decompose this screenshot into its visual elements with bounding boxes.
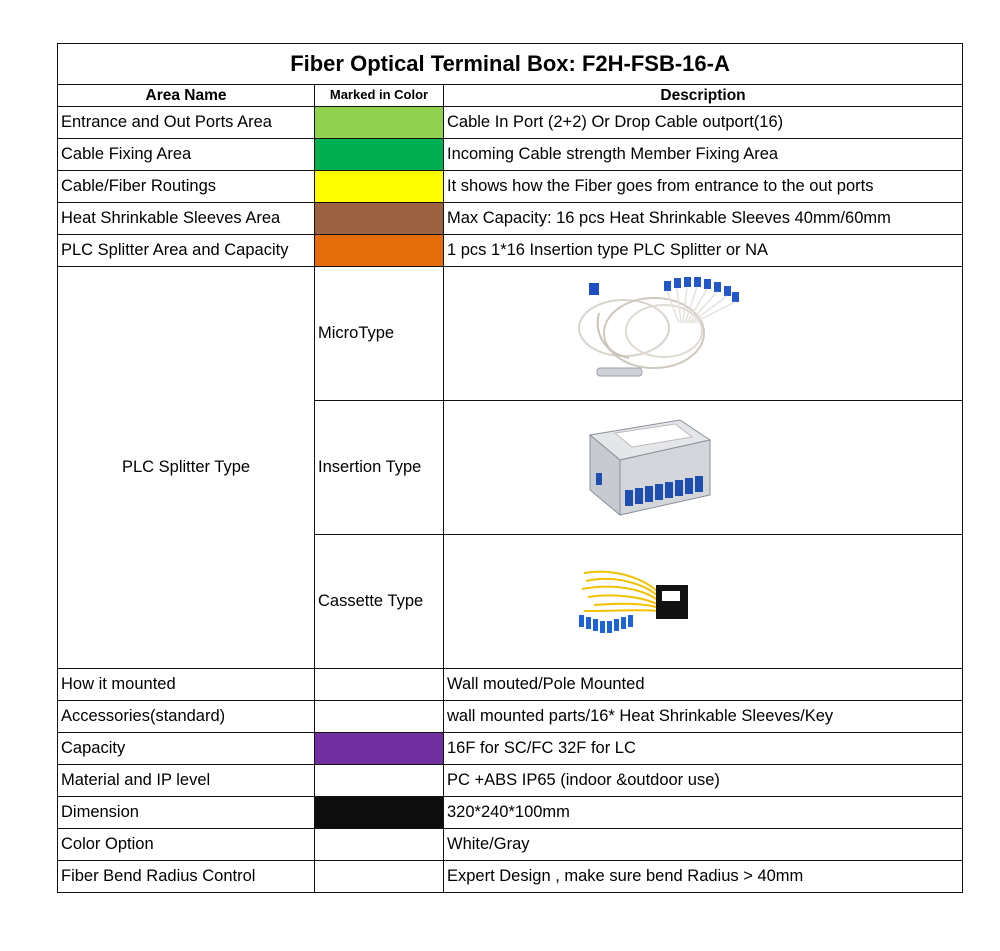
spec-table xyxy=(57,43,963,893)
area-name: Capacity xyxy=(58,733,315,765)
color-swatch xyxy=(315,701,444,733)
table-row xyxy=(58,203,963,235)
splitter-type-label: PLC Splitter Type xyxy=(58,267,315,669)
color-swatch xyxy=(315,203,444,235)
description: 320*240*100mm xyxy=(444,797,963,829)
table-title: Fiber Optical Terminal Box: F2H-FSB-16-A xyxy=(58,44,963,85)
splitter-type-name: Cassette Type xyxy=(315,535,444,669)
table-row xyxy=(58,797,963,829)
table-row xyxy=(58,235,963,267)
description: 16F for SC/FC 32F for LC xyxy=(444,733,963,765)
description: It shows how the Fiber goes from entrance to the out ports xyxy=(444,171,963,203)
microtype-image-cell xyxy=(444,267,963,401)
color-swatch xyxy=(315,171,444,203)
area-name: Cable Fixing Area xyxy=(58,139,315,171)
description: wall mounted parts/16* Heat Shrinkable Sleeves/Key xyxy=(444,701,963,733)
description: Cable In Port (2+2) Or Drop Cable outport(16) xyxy=(444,107,963,139)
description: PC +ABS IP65 (indoor &outdoor use) xyxy=(444,765,963,797)
table-row xyxy=(58,733,963,765)
cassette-image-cell xyxy=(444,535,963,669)
table-row xyxy=(58,829,963,861)
color-swatch xyxy=(315,829,444,861)
area-name: How it mounted xyxy=(58,669,315,701)
splitter-type-name: Insertion Type xyxy=(315,401,444,535)
color-swatch xyxy=(315,733,444,765)
area-name: PLC Splitter Area and Capacity xyxy=(58,235,315,267)
micro-splitter-image xyxy=(569,273,769,393)
color-swatch xyxy=(315,669,444,701)
description: Expert Design , make sure bend Radius > 40mm xyxy=(444,861,963,893)
area-name: Dimension xyxy=(58,797,315,829)
header-area-name: Area Name xyxy=(58,85,315,107)
header-description: Description xyxy=(444,85,963,107)
color-swatch xyxy=(315,797,444,829)
description: White/Gray xyxy=(444,829,963,861)
title-row xyxy=(58,44,963,85)
area-name: Entrance and Out Ports Area xyxy=(58,107,315,139)
description: Incoming Cable strength Member Fixing Area xyxy=(444,139,963,171)
cassette-splitter-image xyxy=(574,563,694,643)
description: 1 pcs 1*16 Insertion type PLC Splitter or NA xyxy=(444,235,963,267)
splitter-type-name: MicroType xyxy=(315,267,444,401)
table-row xyxy=(58,765,963,797)
color-swatch xyxy=(315,107,444,139)
area-name: Heat Shrinkable Sleeves Area xyxy=(58,203,315,235)
area-name: Cable/Fiber Routings xyxy=(58,171,315,203)
table-row xyxy=(58,701,963,733)
description: Max Capacity: 16 pcs Heat Shrinkable Sleeves 40mm/60mm xyxy=(444,203,963,235)
header-row xyxy=(58,85,963,107)
area-name: Fiber Bend Radius Control xyxy=(58,861,315,893)
table-row xyxy=(58,139,963,171)
area-name: Color Option xyxy=(58,829,315,861)
table-row xyxy=(58,861,963,893)
area-name: Accessories(standard) xyxy=(58,701,315,733)
color-swatch xyxy=(315,139,444,171)
table-row xyxy=(58,171,963,203)
color-swatch xyxy=(315,765,444,797)
insertion-splitter-image xyxy=(580,415,720,525)
area-name: Material and IP level xyxy=(58,765,315,797)
color-swatch xyxy=(315,235,444,267)
description: Wall mouted/Pole Mounted xyxy=(444,669,963,701)
header-marked-in-color: Marked in Color xyxy=(315,85,444,107)
table-row xyxy=(58,669,963,701)
splitter-type-row xyxy=(58,267,963,401)
insertion-image-cell xyxy=(444,401,963,535)
table-row xyxy=(58,107,963,139)
color-swatch xyxy=(315,861,444,893)
